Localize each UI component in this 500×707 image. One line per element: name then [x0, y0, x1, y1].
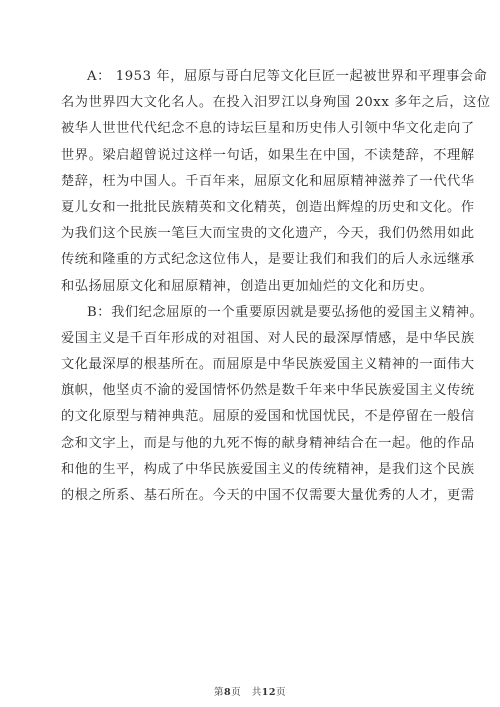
paragraph-a-line: 和弘扬屈原文化和屈原精神，创造出更加灿烂的文化和历史。: [61, 278, 434, 294]
paragraph-b-line: 和他的生平，构成了中华民族爱国主义的传统精神，是我们这个民族: [61, 461, 475, 477]
footer-page-suffix: 页: [231, 687, 242, 698]
footer-prefix: 第: [214, 687, 225, 698]
paragraph-b-line: B：我们纪念屈原的一个重要原因就是要弘扬他的爱国主义精神。: [87, 304, 484, 320]
footer-total-prefix: 共: [251, 687, 262, 698]
footer-total-suffix: 页: [275, 687, 286, 698]
paragraph-b-line: 文化最深厚的根基所在。而屈原是中华民族爱国主义精神的一面伟大: [61, 357, 475, 373]
paragraph-a-line: 名为世界四大文化名人。在投入汨罗江以身殉国 20xx 多年之后，这位: [61, 95, 491, 111]
paragraph-b-line: 旗帜，他坚贞不渝的爱国情怀仍然是数千年来中华民族爱国主义传统: [61, 383, 475, 399]
paragraph-b-line: 爱国主义是千百年形成的对祖国、对人民的最深厚情感，是中华民族: [61, 330, 475, 346]
paragraph-b-line: 的文化原型与精神典范。屈原的爱国和忧国忧民，不是停留在一般信: [61, 409, 475, 425]
paragraph-a-line: 为我们这个民族一笔巨大而宝贵的文化遗产，今天，我们仍然用如此: [61, 226, 475, 242]
document-body: [61, 64, 491, 509]
paragraph-b-line: 的根之所系、基石所在。今天的中国不仅需要大量优秀的人才，更需: [61, 488, 475, 503]
paragraph-b-line: 念和文字上，而是与他的九死不悔的献身精神结合在一起。他的作品: [61, 435, 475, 451]
paragraph-a-line: A： 1953 年，屈原与哥白尼等文化巨匠一起被世界和平理事会命: [87, 69, 488, 84]
page-footer: [0, 684, 500, 698]
paragraph-a-line: 夏儿女和一批批民族精英和文化精英，创造出辉煌的历史和文化。作: [61, 199, 475, 215]
current-page-number: 8: [224, 687, 232, 698]
paragraph-a-line: 传统和隆重的方式纪念这位伟人，是要让我们和我们的后人永远继承: [61, 252, 475, 268]
paragraph-a-line: 被华人世世代代纪念不息的诗坛巨星和历史伟人引领中华文化走向了: [61, 121, 475, 137]
total-page-count: 12: [261, 687, 276, 698]
paragraph-a-line: 世界。梁启超曾说过这样一句话，如果生在中国，不读楚辞，不理解: [61, 147, 475, 163]
paragraph-a-line: 楚辞，枉为中国人。千百年来，屈原文化和屈原精神滋养了一代代华: [61, 173, 475, 189]
